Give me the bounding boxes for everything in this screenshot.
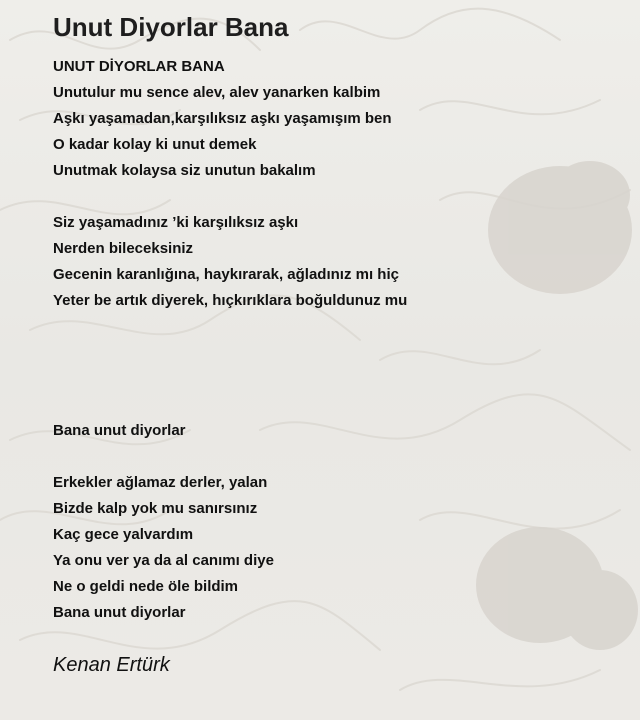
poem-line: Erkekler ağlamaz derler, yalan	[53, 474, 268, 491]
poem-line: Bana unut diyorlar	[53, 604, 186, 621]
poem-line: Siz yaşamadınız ’ki karşılıksız aşkı	[53, 214, 299, 231]
poem-heading: UNUT DİYORLAR BANA	[53, 58, 225, 75]
poem-line: Ya onu ver ya da al canımı diye	[53, 552, 274, 569]
poem-line: Aşkı yaşamadan,karşılıksız aşkı yaşamışım ben	[53, 110, 392, 127]
poem-title: Unut Diyorlar Bana	[53, 12, 289, 42]
poem-line: Bizde kalp yok mu sanırsınız	[53, 500, 258, 517]
stanza-break	[53, 184, 613, 210]
poem-container	[53, 12, 613, 677]
poem-line: Kaç gece yalvardım	[53, 526, 194, 543]
poem-line: Nerden bileceksiniz	[53, 240, 194, 257]
poem-line: Yeter be artık diyerek, hıçkırıklara boğuldunuz mu	[53, 292, 408, 309]
poem-line: O kadar kolay ki unut demek	[53, 136, 257, 153]
poem-line: Gecenin karanlığına, haykırarak, ağladınız mı hiç	[53, 266, 399, 283]
stanza-break	[53, 444, 613, 470]
poem-line: Ne o geldi nede öle bildim	[53, 578, 239, 595]
poem-author: Kenan Ertürk	[53, 654, 170, 676]
poem-line: Unutmak kolaysa siz unutun bakalım	[53, 162, 316, 179]
poem-line: Unutulur mu sence alev, alev yanarken kalbim	[53, 84, 381, 101]
stanza-break	[53, 392, 613, 418]
stanza-break	[53, 314, 613, 392]
poem-refrain: Bana unut diyorlar	[53, 422, 186, 439]
